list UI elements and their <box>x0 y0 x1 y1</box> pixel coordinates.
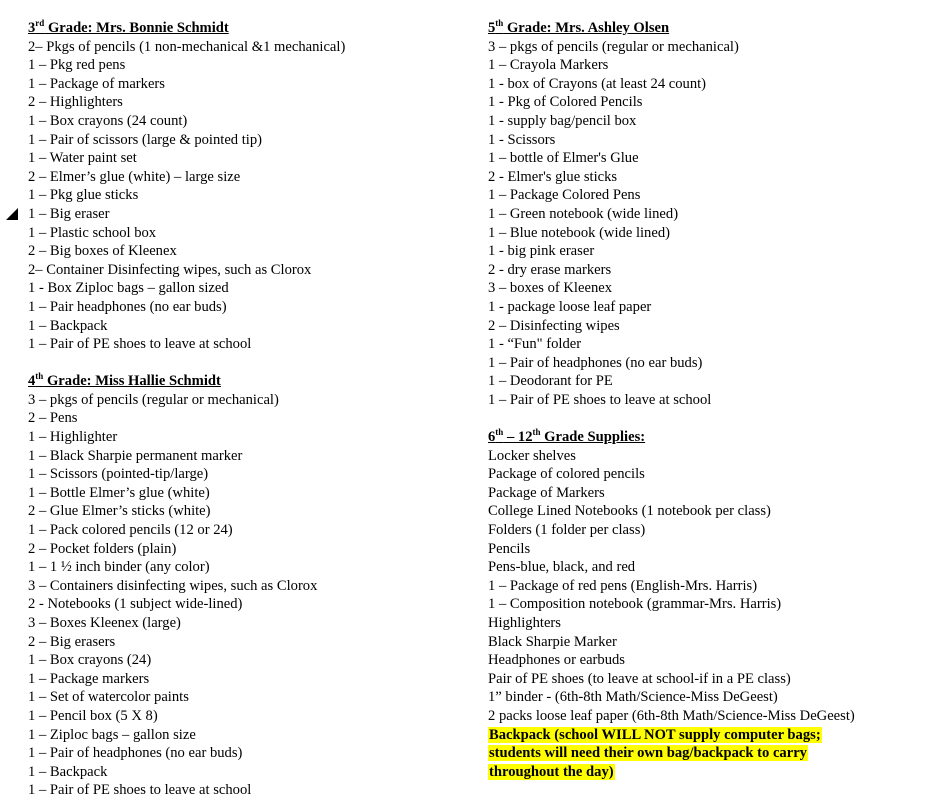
supply-item: 1 – Blue notebook (wide lined) <box>488 224 670 241</box>
supply-item: 1 – bottle of Elmer's Glue <box>488 150 639 167</box>
supply-item: 2 - Notebooks (1 subject wide-lined) <box>28 596 243 613</box>
supply-item: 1 – Deodorant for PE <box>488 373 613 390</box>
supply-item: 3 – boxes of Kleenex <box>488 280 613 297</box>
backpack-note-line: throughout the day) <box>489 763 614 780</box>
grade5-section <box>488 19 928 409</box>
supply-item: 1 – Package of red pens (English-Mrs. Harris) <box>488 577 758 594</box>
supply-item: 1 – Package Colored Pens <box>488 187 641 204</box>
supply-item: 1 – Pair headphones (no ear buds) <box>28 298 227 315</box>
supply-item: 1 – Pair of scissors (large & pointed tip) <box>28 131 263 148</box>
supply-item: 2 – Disinfecting wipes <box>488 317 620 334</box>
grade3-section <box>28 19 468 354</box>
supply-item: 1 – Pencil box (5 X 8) <box>28 707 158 724</box>
supply-item: 1 – Pair of headphones (no ear buds) <box>28 745 243 762</box>
supply-item: Black Sharpie Marker <box>488 633 617 650</box>
supply-item: 3 – Boxes Kleenex (large) <box>28 615 181 631</box>
supply-item: 1 – Highlighter <box>28 429 118 446</box>
supply-item: 1 – Water paint set <box>28 150 137 167</box>
supply-item: 1 – Black Sharpie permanent marker <box>28 447 243 464</box>
supply-item: Pencils <box>488 540 531 557</box>
supply-item: 1 – Backpack <box>28 763 108 780</box>
supply-item: 1 - package loose leaf paper <box>488 298 652 315</box>
supply-item: 1 – Plastic school box <box>28 224 157 241</box>
grade4-section <box>28 372 468 800</box>
supply-item: 2– Pkgs of pencils (1 non-mechanical &1 mechanical) <box>28 38 346 55</box>
supply-item: Highlighters <box>488 615 561 631</box>
supply-item: 1 - Scissors <box>488 131 556 148</box>
supply-item: 1 – Pair of headphones (no ear buds) <box>488 354 703 371</box>
left-column <box>28 19 468 800</box>
supply-item: 1 - Pkg of Colored Pencils <box>488 94 643 111</box>
supply-item: 3 – pkgs of pencils (regular or mechanical) <box>28 391 279 408</box>
backpack-note <box>488 726 928 782</box>
supply-item: 3 – pkgs of pencils (regular or mechanical) <box>488 38 739 55</box>
supply-item: 3 – Containers disinfecting wipes, such as Clorox <box>28 577 318 594</box>
supply-item: 1 – Pair of PE shoes to leave at school <box>488 391 712 408</box>
supply-item: Folders (1 folder per class) <box>488 522 646 539</box>
grade3-supply-list <box>28 38 468 354</box>
supply-item: 1 - supply bag/pencil box <box>488 112 637 129</box>
supply-item: 1 – Scissors (pointed-tip/large) <box>28 466 209 483</box>
supply-item: 1 – Backpack <box>28 317 108 334</box>
supply-item: 2 – Elmer’s glue (white) – large size <box>28 168 241 185</box>
supply-item: 2 – Big erasers <box>28 633 116 650</box>
supply-item: 1 - “Fun" folder <box>488 336 582 353</box>
supply-item: 1 – Bottle Elmer’s glue (white) <box>28 484 210 501</box>
supply-item: 1 – Crayola Markers <box>488 57 609 74</box>
supply-item: 1 – Green notebook (wide lined) <box>488 205 679 222</box>
supply-item: Pair of PE shoes (to leave at school-if in a PE class) <box>488 670 791 687</box>
supply-item: 2– Container Disinfecting wipes, such as Clorox <box>28 261 312 278</box>
supply-item: 2 – Highlighters <box>28 94 123 111</box>
right-column <box>488 19 928 781</box>
supply-item: 1 – Package markers <box>28 670 150 687</box>
grade4-heading: 4th Grade: Miss Hallie Schmidt <box>28 371 221 390</box>
supply-item: 2 packs loose leaf paper (6th-8th Math/Science-Miss DeGeest) <box>488 707 855 724</box>
supply-item: Locker shelves <box>488 447 576 464</box>
supply-item: 2 - dry erase markers <box>488 261 612 278</box>
supply-item: College Lined Notebooks (1 notebook per class) <box>488 503 771 520</box>
supply-item: 1 – Pkg red pens <box>28 57 126 74</box>
supply-item: 1 – Box crayons (24) <box>28 652 152 669</box>
supply-item: 1 – Pack colored pencils (12 or 24) <box>28 522 233 539</box>
grade4-supply-list <box>28 391 468 800</box>
supply-item: 1 – Set of watercolor paints <box>28 689 189 706</box>
grade3-heading: 3rd Grade: Mrs. Bonnie Schmidt <box>28 18 229 36</box>
supply-item: 1” binder - (6th-8th Math/Science-Miss DeGeest) <box>488 689 778 706</box>
supply-item: 2 - Elmer's glue sticks <box>488 168 618 185</box>
grade6-12-section <box>488 428 928 781</box>
supply-item: Pens-blue, black, and red <box>488 559 636 576</box>
supply-item: 1 – Box crayons (24 count) <box>28 112 188 129</box>
supply-item: 1 – Big eraser <box>28 205 110 222</box>
supply-item: 2 – Big boxes of Kleenex <box>28 243 177 260</box>
supply-item: 1 – Pkg glue sticks <box>28 187 139 204</box>
supply-item: 1 – Composition notebook (grammar-Mrs. Harris) <box>488 596 782 613</box>
supply-item: 2 – Pens <box>28 410 78 427</box>
supply-item: 2 – Pocket folders (plain) <box>28 540 177 557</box>
supply-item: 1 - Box Ziploc bags – gallon sized <box>28 280 229 297</box>
backpack-note-line: students will need their own bag/backpack to carry <box>489 745 807 762</box>
supply-item: 1 - big pink eraser <box>488 243 595 260</box>
grade6-12-supply-list <box>488 447 928 726</box>
supply-item: 1 – Ziploc bags – gallon size <box>28 726 196 743</box>
supply-item: 1 – 1 ½ inch binder (any color) <box>28 559 210 576</box>
supply-item: Headphones or earbuds <box>488 652 625 669</box>
supply-item: 1 – Package of markers <box>28 75 165 92</box>
supply-item: 1 - box of Crayons (at least 24 count) <box>488 75 707 92</box>
supply-item: Package of Markers <box>488 484 605 501</box>
supply-item: 2 – Glue Elmer’s sticks (white) <box>28 503 211 520</box>
grade6-12-heading: 6th – 12th Grade Supplies: <box>488 427 646 446</box>
grade5-heading: 5th Grade: Mrs. Ashley Olsen <box>488 18 670 36</box>
triangle-marker-icon <box>6 208 18 220</box>
backpack-note-line: Backpack (school WILL NOT supply computer bags; <box>489 726 821 743</box>
supply-item: Package of colored pencils <box>488 466 645 483</box>
supply-item: 1 – Pair of PE shoes to leave at school <box>28 782 252 799</box>
grade5-supply-list <box>488 38 928 410</box>
supply-item: 1 – Pair of PE shoes to leave at school <box>28 336 252 353</box>
